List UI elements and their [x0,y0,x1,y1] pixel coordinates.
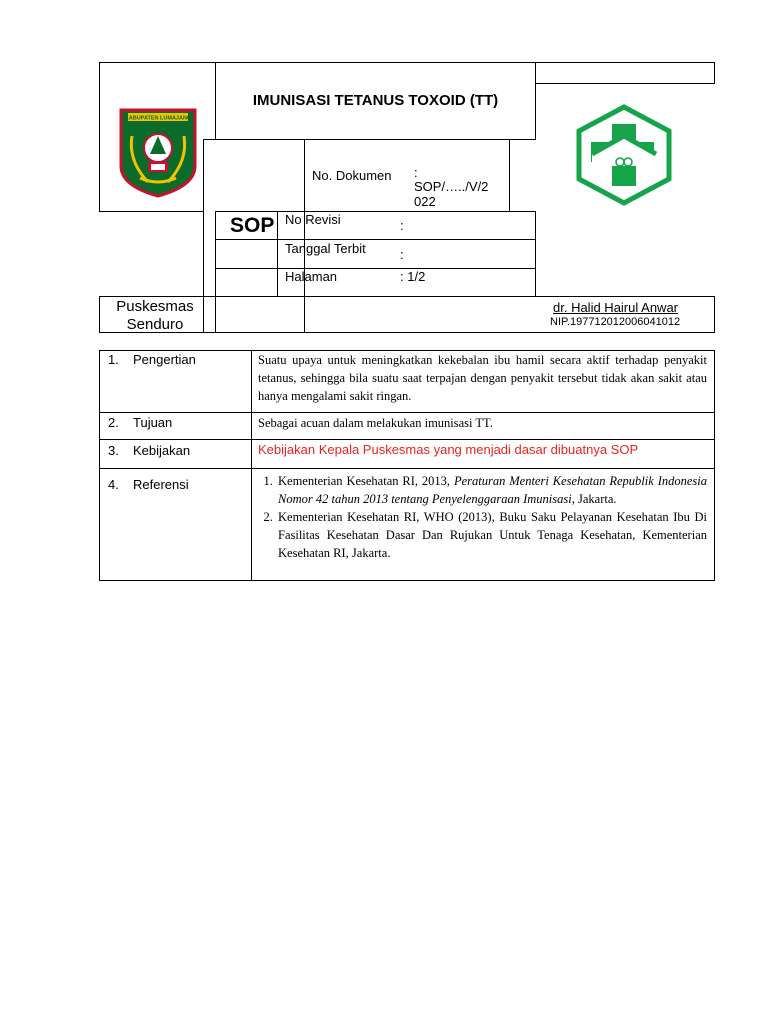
rule [535,211,536,297]
rule [535,83,715,84]
reference-item [276,472,707,508]
section-text-tujuan: Sebagai acuan dalam melakukan imunisasi TT. [258,416,493,430]
section-text-kebijakan: Kebijakan Kepala Puskesmas yang menjadi dasar dibuatnya SOP [258,442,639,457]
rule [215,239,536,240]
no-dokumen-colon: : [414,165,418,180]
section-number: 3. [108,443,119,458]
section-number: 2. [108,415,119,430]
puskesmas-name [103,298,207,334]
rule [215,268,536,269]
rule [99,439,715,440]
document-title: IMUNISASI TETANUS TOXOID (TT) [252,92,499,109]
no-dokumen-label: No. Dokumen [312,168,392,183]
rule [714,350,715,581]
svg-text:KABUPATEN LUMAJANG: KABUPATEN LUMAJANG [124,115,192,122]
rule [99,468,715,469]
rule [251,350,252,581]
puskesmas-cross-logo-icon [576,104,672,206]
rule [99,412,715,413]
section-label-kebijakan: Kebijakan [133,443,191,458]
rule [304,139,305,333]
rule [535,62,536,140]
section-number: 4. [108,477,119,492]
sop-label: SOP [230,214,275,237]
section-text-pengertian: Suatu upaya untuk meningkatkan kekebalan ibu hamil secara aktif terhadap penyakit tetanus, sehingga bila suatu saat terpajan dengan penyakit tersebut tidak akan sakit atau hanya mengalami sakit ringan. [258,353,707,403]
reference-italic-title: Peraturan Menteri Kesehatan Republik Indonesia Nomor 42 tahun 2013 tentang Penyelenggaraan Imunisasi, [278,474,707,506]
rule [215,211,536,212]
rule [714,62,715,84]
rule [99,62,100,212]
kabupaten-lumajang-crest-icon [118,106,198,198]
tanggal-terbit-label: Tanggal Terbit [285,241,366,256]
no-dokumen-value: SOP/…../V/2 022 [414,179,489,209]
halaman-value: : 1/2 [400,269,426,284]
rule [99,62,216,63]
rule [99,296,100,333]
reference-text: Kementerian Kesehatan RI, 2013, [278,474,454,488]
rule [99,580,715,581]
no-revisi-label: No Revisi [285,212,341,227]
rule [99,296,715,297]
signatory-name: dr. Halid Hairul Anwar [553,300,678,315]
section-number: 1. [108,352,119,367]
tanggal-terbit-value: : [400,247,404,262]
no-revisi-value: : [400,218,404,233]
puskesmas-line2: Senduro [126,316,184,333]
references-list [258,472,707,562]
section-label-tujuan: Tujuan [133,415,173,430]
reference-item [276,508,707,562]
halaman-label: Halaman [285,269,338,284]
rule [277,211,278,297]
section-label-pengertian: Pengertian [133,352,196,367]
reference-text: Jakarta. [574,492,617,506]
rule [99,211,203,212]
puskesmas-line1: Puskesmas [116,298,194,315]
rule [203,139,536,140]
rule [509,139,510,212]
reference-text: Kementerian Kesehatan RI, WHO (2013), Buku Saku Pelayanan Kesehatan Ibu Di Fasilitas Kesehatan Dasar Dan Rujukan Untuk Tenaga Kesehatan, Kementerian Kesehatan RI, Jakarta. [278,510,707,560]
rule [215,211,216,333]
rule [535,62,715,63]
rule [714,296,715,333]
section-label-referensi: Referensi [133,477,189,492]
rule [99,350,100,581]
signatory-nip: NIP.197712012006041012 [550,316,681,328]
rule [215,62,536,63]
